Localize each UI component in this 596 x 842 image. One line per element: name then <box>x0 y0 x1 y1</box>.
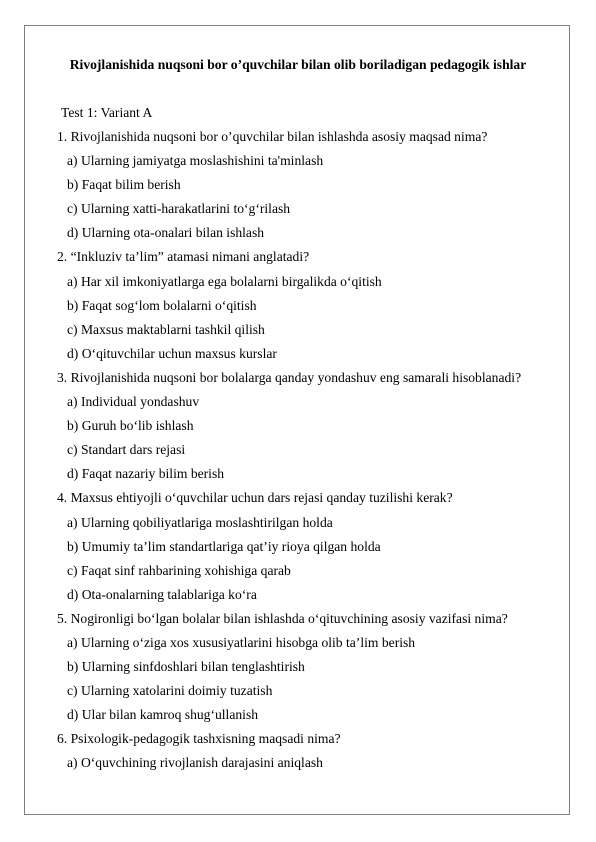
answer-option-c: c) Ularning xatti-harakatlarini to‘g‘rilash <box>67 201 291 217</box>
question-text: 5. Nogironligi bo‘lgan bolalar bilan ishlashda o‘qituvchining asosiy vazifasi nima? <box>57 610 508 626</box>
answer-option-a: a) O‘quvchining rivojlanish darajasini aniqlash <box>67 755 323 771</box>
answer-option-d: d) Ular bilan kamroq shug‘ullanish <box>67 707 259 723</box>
question-1 <box>57 129 557 249</box>
answer-option-b: b) Faqat sog‘lom bolalarni o‘qitish <box>67 297 257 313</box>
answer-option-a: a) Ularning jamiyatga moslashishini ta'minlash <box>67 153 324 169</box>
question-list <box>57 129 557 780</box>
answer-option-a: a) Ularning qobiliyatlariga moslashtirilgan holda <box>67 514 333 530</box>
answer-option-d: d) Faqat nazariy bilim berish <box>67 466 225 482</box>
answer-option-b: b) Umumiy ta’lim standartlariga qat’iy rioya qilgan holda <box>67 538 381 554</box>
answer-option-a: a) Har xil imkoniyatlarga ega bolalarni birgalikda o‘qitish <box>67 273 382 289</box>
answer-option-a: a) Ularning o‘ziga xos xususiyatlarini hisobga olib ta’lim berish <box>67 634 416 650</box>
question-4 <box>57 490 557 610</box>
question-text: 4. Maxsus ehtiyojli o‘quvchilar uchun dars rejasi qanday tuzilishi kerak? <box>57 490 453 506</box>
question-text: 1. Rivojlanishida nuqsoni bor o’quvchilar bilan ishlashda asosiy maqsad nima? <box>57 129 488 144</box>
answer-option-c: c) Faqat sinf rahbarining xohishiga qarab <box>67 562 291 578</box>
question-5 <box>57 611 557 731</box>
test-variant-label: Test 1: Variant A <box>61 105 153 120</box>
answer-option-c: c) Maxsus maktablarni tashkil qilish <box>67 321 265 337</box>
answer-option-b: b) Faqat bilim berish <box>67 177 181 193</box>
document-title: Rivojlanishida nuqsoni bor o’quvchilar bilan olib boriladigan pedagogik ishlar <box>69 57 527 72</box>
answer-option-b: b) Ularning sinfdoshlari bilan tenglashtirish <box>67 659 305 675</box>
question-2 <box>57 249 557 369</box>
answer-option-d: d) Ularning ota-onalari bilan ishlash <box>67 225 265 241</box>
answer-option-a: a) Individual yondashuv <box>67 394 200 410</box>
answer-option-d: d) Ota-onalarning talablariga ko‘ra <box>67 586 257 602</box>
question-text: 3. Rivojlanishida nuqsoni bor bolalarga qanday yondashuv eng samarali hisoblanadi? <box>57 369 522 385</box>
question-text: 2. “Inkluziv ta’lim” atamasi nimani anglatadi? <box>57 249 310 265</box>
answer-option-c: c) Standart dars rejasi <box>67 442 186 458</box>
question-6 <box>57 731 557 779</box>
answer-option-b: b) Guruh bo‘lib ishlash <box>67 418 194 434</box>
question-3 <box>57 370 557 490</box>
answer-option-d: d) O‘qituvchilar uchun maxsus kurslar <box>67 345 277 361</box>
question-text: 6. Psixologik-pedagogik tashxisning maqsadi nima? <box>57 731 341 747</box>
answer-option-c: c) Ularning xatolarini doimiy tuzatish <box>67 683 273 699</box>
